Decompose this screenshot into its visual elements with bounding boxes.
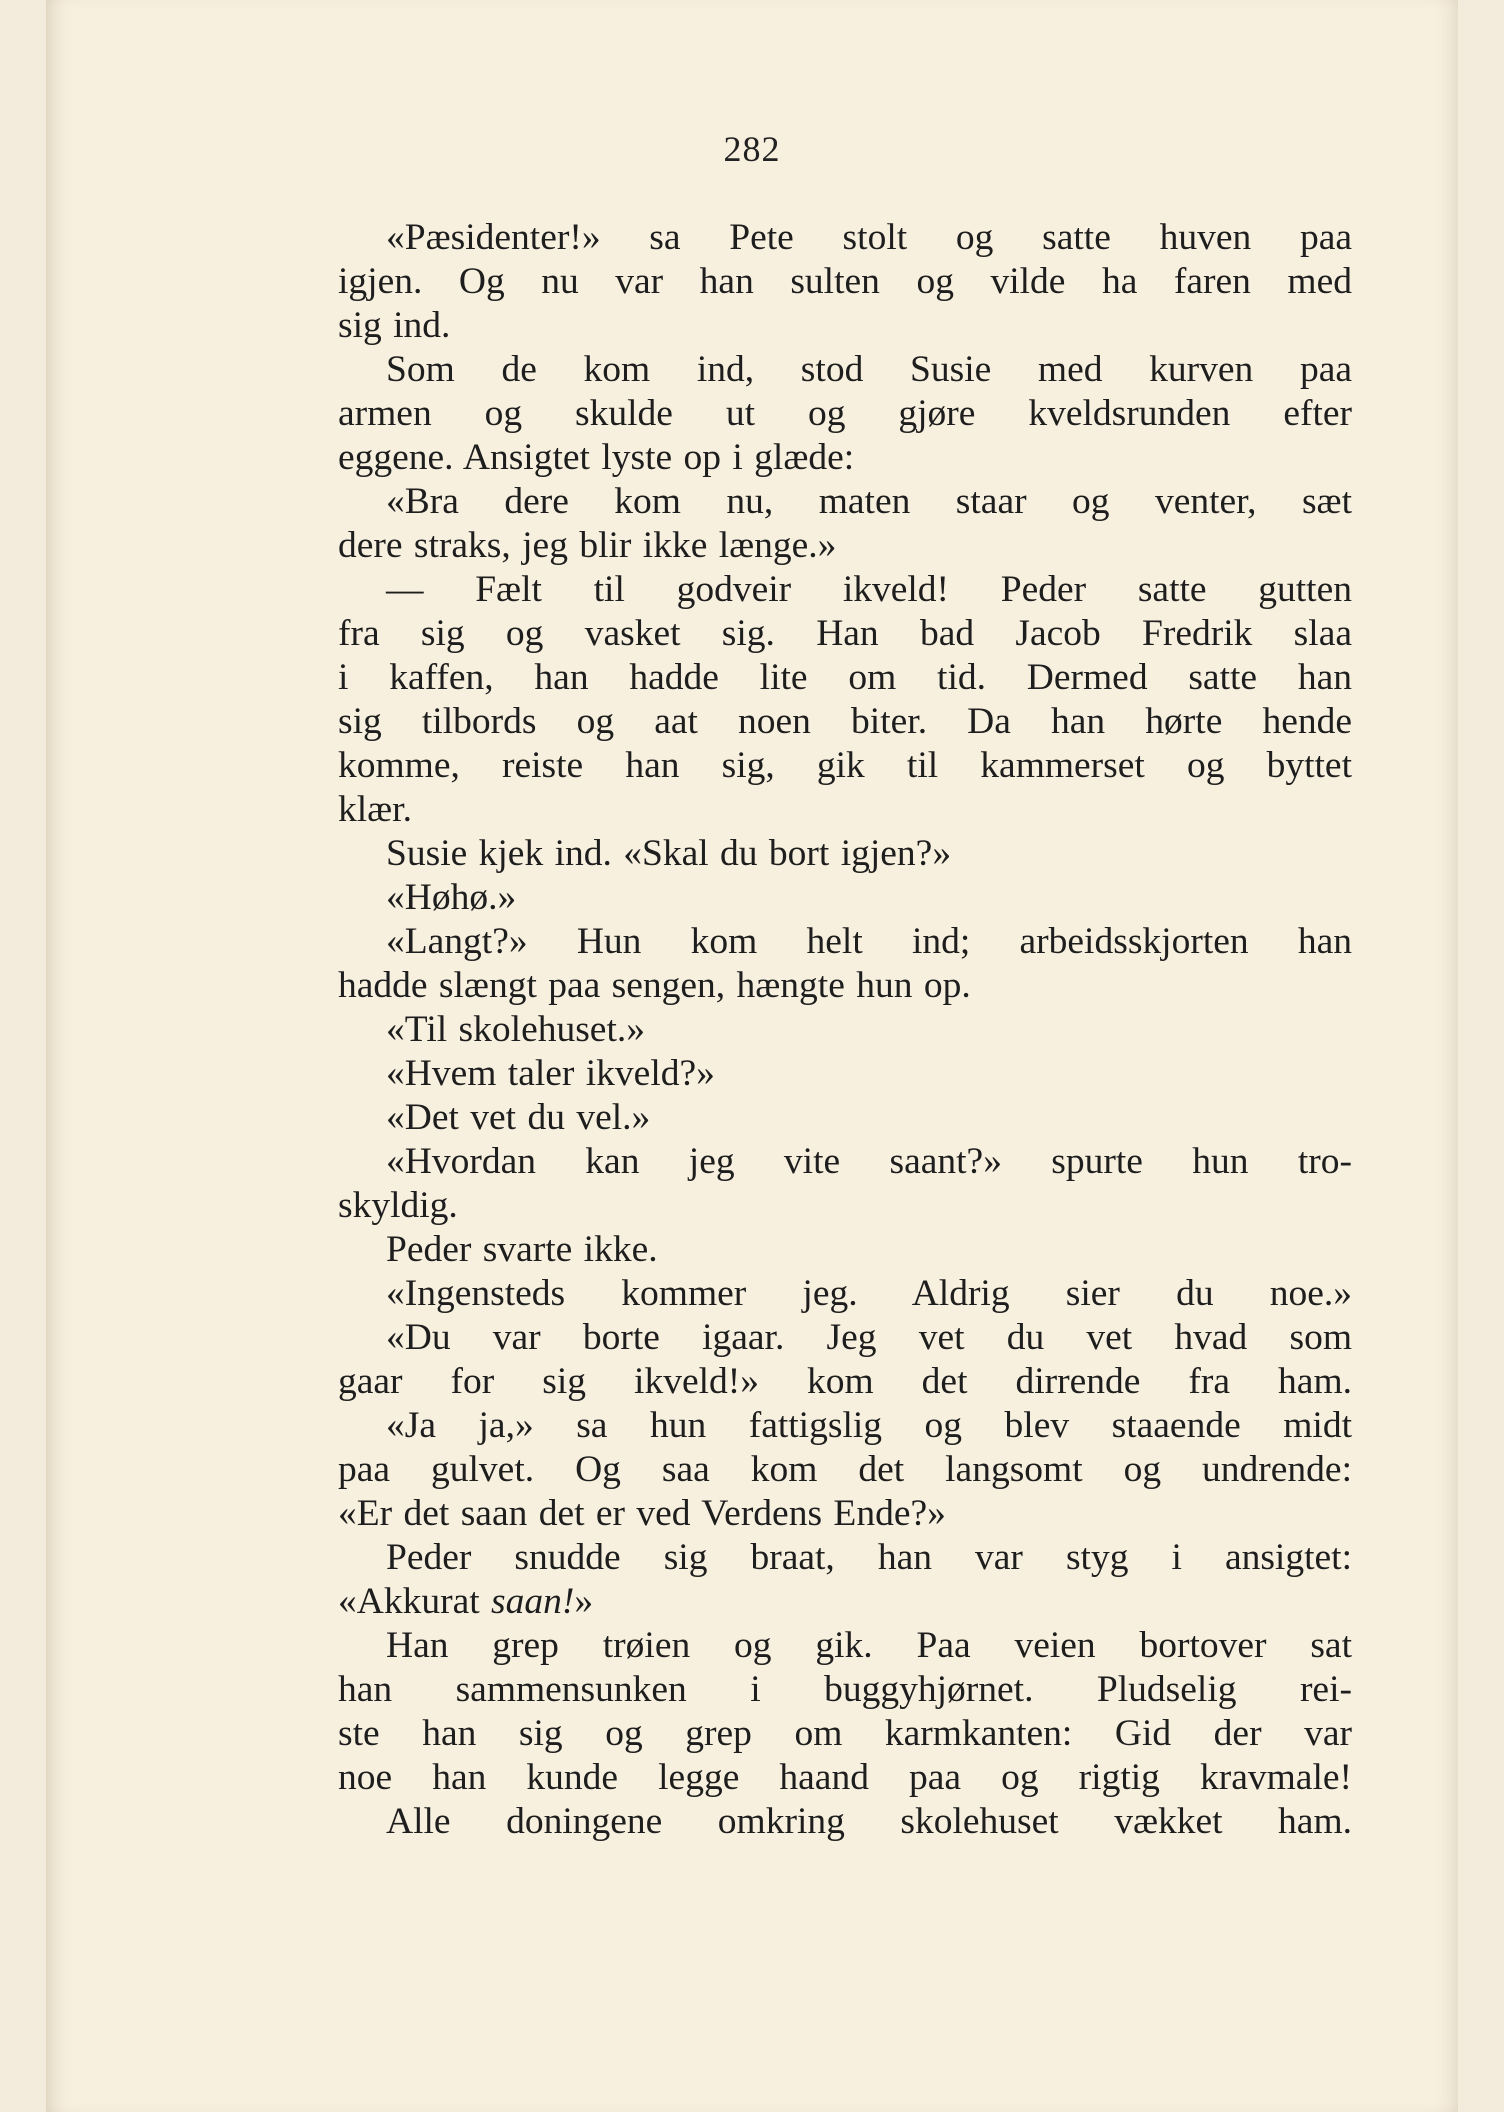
text-line-content: — Fælt til godveir ikveld! Peder satte gutten — [386, 569, 1352, 610]
text-line-content: «Til skolehuset.» — [386, 1009, 645, 1050]
text-line — [338, 1404, 1352, 1448]
text-line-content: ste han sig og grep om karmkanten: Gid der var — [338, 1713, 1352, 1754]
text-line-content: Som de kom ind, stod Susie med kurven paa — [386, 349, 1352, 390]
text-line-content: «Det vet du vel.» — [386, 1097, 651, 1138]
text-line — [338, 1096, 1352, 1140]
text-line — [338, 1316, 1352, 1360]
text-line — [338, 304, 1352, 348]
closing-quote: » — [574, 1581, 594, 1622]
text-line-content: Susie kjek ind. «Skal du bort igjen?» — [386, 833, 952, 874]
text-line — [338, 436, 1352, 480]
text-line-content: sig ind. — [338, 305, 451, 346]
text-line — [338, 656, 1352, 700]
text-line-content: han sammensunken i buggyhjørnet. Pludselig rei- — [338, 1669, 1352, 1710]
text-line-content: «Hvem taler ikveld?» — [386, 1053, 715, 1094]
text-line — [338, 568, 1352, 612]
text-line — [338, 1756, 1352, 1800]
book-page — [46, 0, 1458, 2112]
text-line-content: hadde slængt paa sengen, hængte hun op. — [338, 965, 971, 1006]
text-line — [338, 1184, 1352, 1228]
text-line-content: i kaffen, han hadde lite om tid. Dermed satte han — [338, 657, 1352, 698]
text-line — [338, 700, 1352, 744]
italic-emphasis: saan! — [491, 1581, 575, 1622]
text-line — [338, 524, 1352, 568]
text-line-content: dere straks, jeg blir ikke længe.» — [338, 525, 837, 566]
text-line-content: paa gulvet. Og saa kom det langsomt og undrende: — [338, 1449, 1352, 1490]
text-line-content: Alle doningene omkring skolehuset vækket ham. — [386, 1801, 1352, 1842]
text-line — [338, 480, 1352, 524]
text-line — [338, 1360, 1352, 1404]
text-line — [338, 1712, 1352, 1756]
text-line — [338, 1448, 1352, 1492]
page-number: 282 — [723, 129, 781, 169]
text-line — [338, 1580, 1352, 1624]
text-line — [338, 876, 1352, 920]
text-line — [338, 788, 1352, 832]
text-line — [338, 612, 1352, 656]
text-line — [338, 1052, 1352, 1096]
text-line-content: armen og skulde ut og gjøre kveldsrunden efter — [338, 393, 1352, 434]
text-line-content: «Er det saan det er ved Verdens Ende?» — [338, 1493, 946, 1534]
text-line-content: noe han kunde legge haand paa og rigtig kravmale! — [338, 1757, 1352, 1798]
text-line-content: «Du var borte igaar. Jeg vet du vet hvad som — [386, 1317, 1352, 1358]
text-line — [338, 1668, 1352, 1712]
text-line — [338, 216, 1352, 260]
text-line — [338, 1800, 1352, 1844]
text-line — [338, 1624, 1352, 1668]
text-line — [338, 260, 1352, 304]
text-line-content: «Ja ja,» sa hun fattigslig og blev staaende midt — [386, 1405, 1352, 1446]
text-line — [338, 1272, 1352, 1316]
text-line-content: «Høhø.» — [386, 877, 517, 918]
text-line-content: «Akkurat — [338, 1581, 492, 1622]
text-line-content: «Langt?» Hun kom helt ind; arbeidsskjorten han — [386, 921, 1352, 962]
text-line-content: gaar for sig ikveld!» kom det dirrende fra ham. — [338, 1361, 1352, 1402]
text-line-content: fra sig og vasket sig. Han bad Jacob Fredrik slaa — [338, 613, 1352, 654]
text-line — [338, 1492, 1352, 1536]
text-line-content: Peder snudde sig braat, han var styg i ansigtet: — [386, 1537, 1352, 1578]
text-line — [338, 832, 1352, 876]
text-line — [338, 348, 1352, 392]
text-line — [338, 920, 1352, 964]
text-line-content: eggene. Ansigtet lyste op i glæde: — [338, 437, 855, 478]
text-line-content: «Pæsidenter!» sa Pete stolt og satte huven paa — [386, 217, 1352, 258]
text-line-content: «Bra dere kom nu, maten staar og venter, sæt — [386, 481, 1352, 522]
text-line-content: klær. — [338, 789, 412, 830]
text-line-content: komme, reiste han sig, gik til kammerset og byttet — [338, 745, 1352, 786]
text-line — [338, 744, 1352, 788]
text-line-content: sig tilbords og aat noen biter. Da han hørte hende — [338, 701, 1352, 742]
text-line-content: Peder svarte ikke. — [386, 1229, 658, 1270]
text-line-content: Han grep trøien og gik. Paa veien bortover sat — [386, 1625, 1352, 1666]
text-line-content: skyldig. — [338, 1185, 458, 1226]
text-line-content: igjen. Og nu var han sulten og vilde ha faren med — [338, 261, 1352, 302]
text-line — [338, 1536, 1352, 1580]
text-line-content: «Ingensteds kommer jeg. Aldrig sier du noe.» — [386, 1273, 1352, 1314]
body-text — [338, 216, 1352, 1844]
text-line — [338, 964, 1352, 1008]
text-line — [338, 1140, 1352, 1184]
text-line-content: «Hvordan kan jeg vite saant?» spurte hun tro- — [386, 1141, 1352, 1182]
text-line — [338, 1008, 1352, 1052]
text-line — [338, 1228, 1352, 1272]
text-line — [338, 392, 1352, 436]
